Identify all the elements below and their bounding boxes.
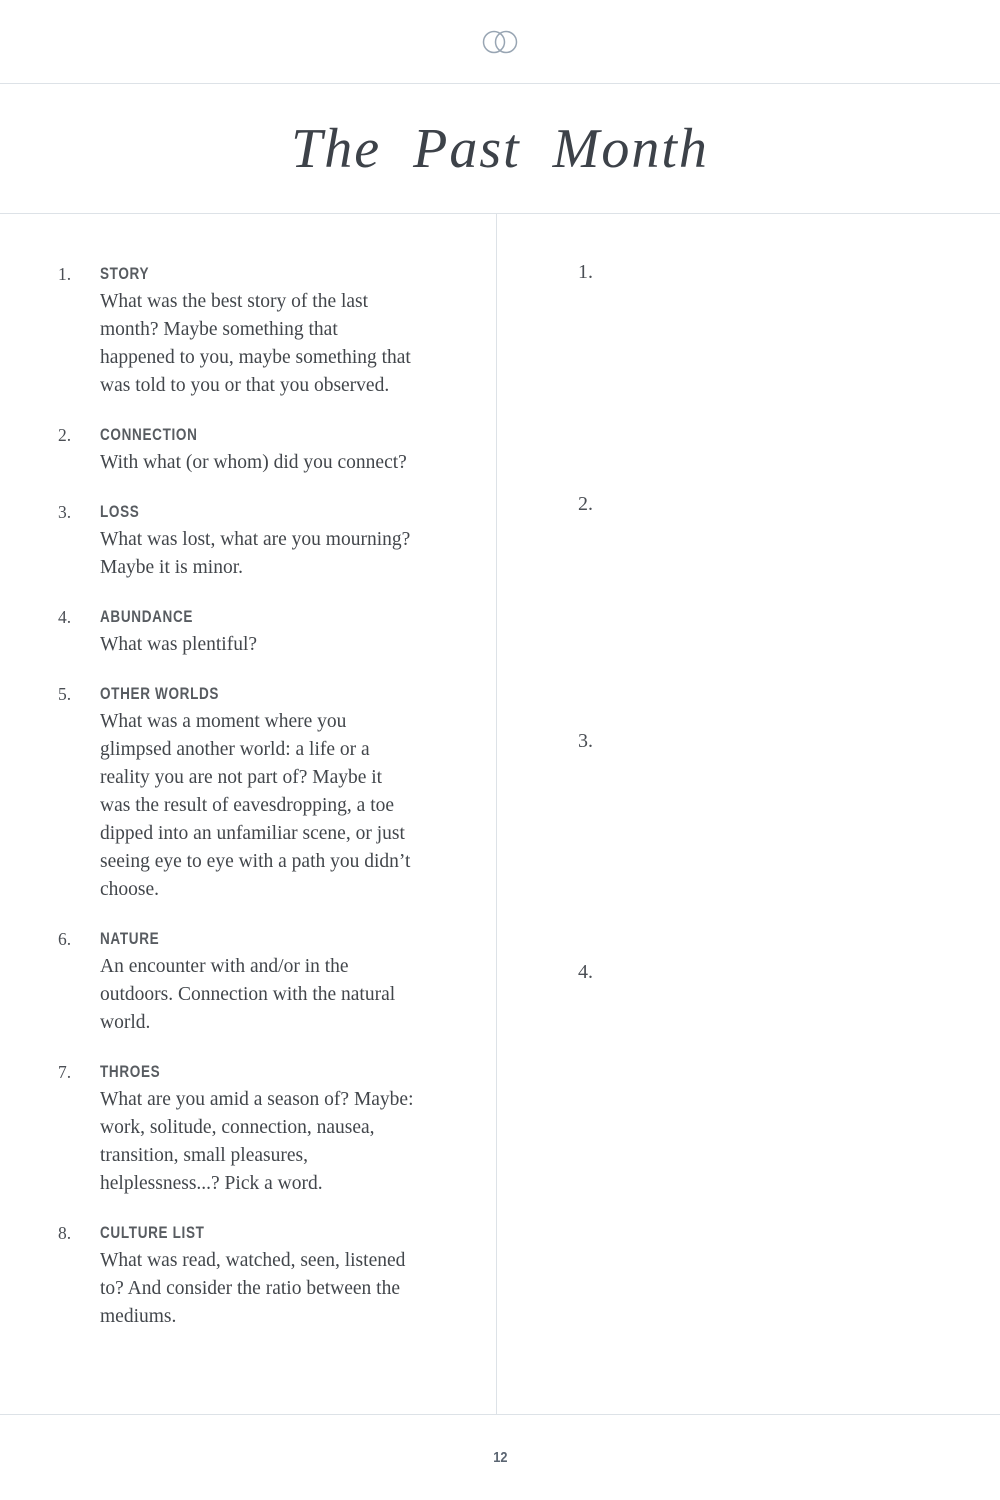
prompt-text — [100, 1058, 415, 1198]
prompt-body: With what (or whom) did you connect? — [100, 452, 407, 473]
answer-slot-2: 2. — [578, 493, 593, 515]
prompt-heading: CONNECTION — [100, 426, 198, 444]
prompt-heading: CULTURE LIST — [100, 1224, 205, 1242]
prompt-heading: THROES — [100, 1063, 161, 1081]
prompt-number: 7. — [58, 1062, 72, 1082]
answer-slot-1: 1. — [578, 261, 593, 283]
prompt-body: What are you amid a season of? Maybe: work, solitude, connection, nausea, transition, small pleasures, helplessness...? Pick a word. — [100, 1089, 414, 1194]
prompt-item-loss — [58, 498, 466, 582]
prompt-heading: LOSS — [100, 503, 140, 521]
prompt-body: What was plentiful? — [100, 634, 258, 655]
answer-slot-4: 4. — [578, 961, 593, 983]
prompt-text — [100, 498, 415, 582]
prompt-number: 3. — [58, 502, 72, 522]
prompt-text — [100, 1219, 415, 1331]
prompt-text — [100, 925, 415, 1037]
prompt-number: 2. — [58, 425, 72, 445]
prompt-item-throes — [58, 1058, 466, 1198]
prompt-heading: STORY — [100, 265, 150, 283]
footer — [0, 1415, 1000, 1500]
prompt-text — [100, 680, 415, 904]
prompt-body: What was lost, what are you mourning? Maybe it is minor. — [100, 529, 411, 578]
prompt-number: 6. — [58, 929, 72, 949]
prompt-heading: NATURE — [100, 930, 160, 948]
prompt-body: What was a moment where you glimpsed another world: a life or a reality you are not part of? Maybe it was the result of eavesdropping, a toe dipped into an unfamiliar scene, or just seeing eye to eye with a path you didn’t choose. — [100, 711, 411, 900]
overlapping-circles-logo-icon — [476, 25, 524, 59]
page-number: 12 — [492, 1449, 508, 1466]
prompt-item-nature — [58, 925, 466, 1037]
prompt-item-culture-list — [58, 1219, 466, 1331]
prompt-heading: OTHER WORLDS — [100, 685, 220, 703]
page-title: The Past Month — [291, 117, 709, 180]
main-content — [0, 214, 1000, 1415]
title-band — [0, 84, 1000, 214]
prompt-body: What was read, watched, seen, listened to? And consider the ratio between the mediums. — [100, 1250, 406, 1327]
prompts-column — [0, 214, 497, 1414]
prompt-heading: ABUNDANCE — [100, 608, 194, 626]
prompt-body: An encounter with and/or in the outdoors. Connection with the natural world. — [100, 956, 396, 1033]
prompt-text — [100, 260, 415, 400]
prompt-item-connection — [58, 421, 466, 477]
prompt-item-other-worlds — [58, 680, 466, 904]
header — [0, 0, 1000, 84]
prompt-number: 8. — [58, 1223, 72, 1243]
prompt-number: 5. — [58, 684, 72, 704]
prompt-text — [100, 603, 415, 659]
prompt-item-abundance — [58, 603, 466, 659]
prompt-text — [100, 421, 415, 477]
prompt-number: 4. — [58, 607, 72, 627]
prompt-number: 1. — [58, 264, 72, 284]
prompt-body: What was the best story of the last month? Maybe something that happened to you, maybe something that was told to you or that you observed. — [100, 291, 411, 396]
prompt-item-story — [58, 260, 466, 400]
answer-slot-3: 3. — [578, 730, 593, 752]
answers-column — [497, 214, 1000, 1414]
